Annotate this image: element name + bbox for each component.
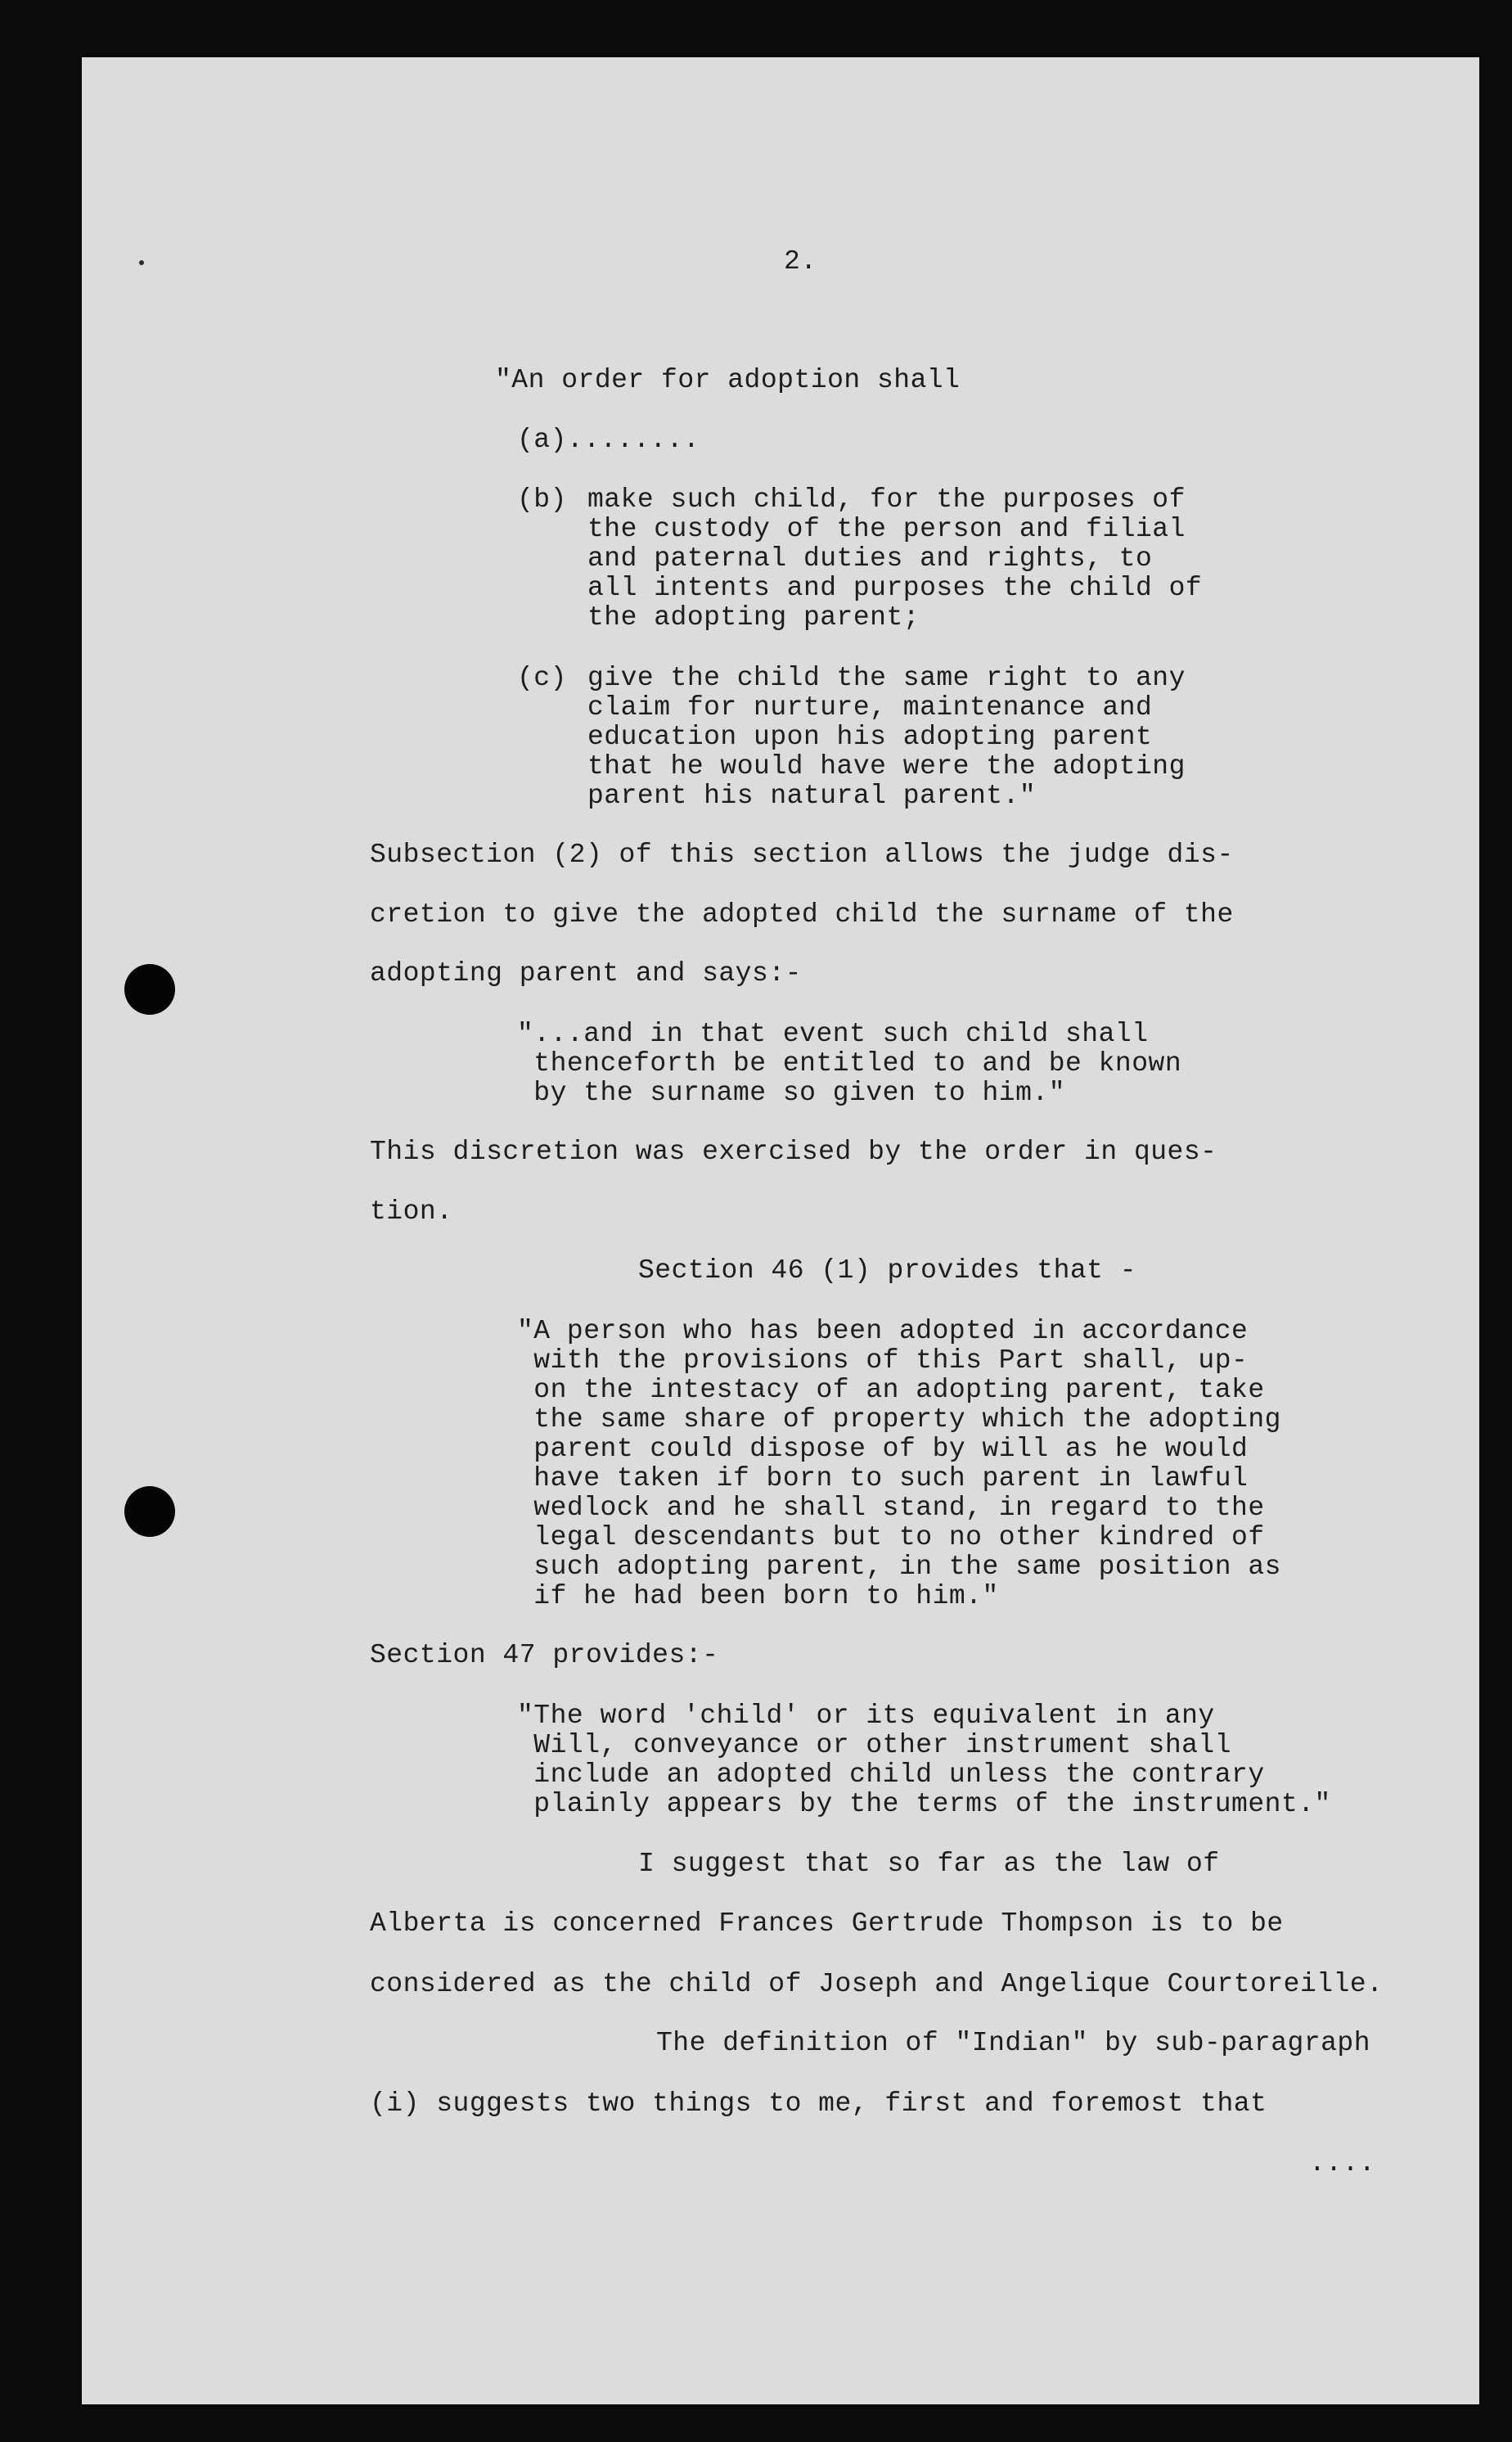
quote3-line: the same share of property which the adopting <box>517 1404 1281 1435</box>
paragraph-suggest-line: Alberta is concerned Frances Gertrude Thompson is to be <box>370 1908 1284 1939</box>
quote1-item-b-line: the custody of the person and filial <box>587 514 1186 544</box>
quote2-line: by the surname so given to him." <box>517 1078 1066 1108</box>
speck-mark <box>139 260 144 265</box>
paragraph-subsection-line: adopting parent and says:- <box>370 958 802 989</box>
quote1-item-c-line: claim for nurture, maintenance and <box>587 692 1153 723</box>
paragraph-definition-line: The definition of "Indian" by sub-paragraph <box>656 2028 1371 2058</box>
quote1-item-c-line: give the child the same right to any <box>587 663 1186 693</box>
paragraph-discretion-line: tion. <box>370 1196 453 1227</box>
quote1-item-b-line: make such child, for the purposes of <box>587 484 1186 515</box>
quote3-line: wedlock and he shall stand, in regard to the <box>517 1493 1265 1523</box>
quote3-line: if he had been born to him." <box>517 1581 999 1611</box>
quote1-item-c-line: education upon his adopting parent <box>587 722 1153 752</box>
quote1-item-b-line: all intents and purposes the child of <box>587 573 1203 603</box>
quote3-line: parent could dispose of by will as he would <box>517 1434 1249 1464</box>
quote3-line: "A person who has been adopted in accordance <box>517 1316 1249 1346</box>
paragraph-subsection-line: cretion to give the adopted child the surname of the <box>370 899 1234 930</box>
quote1-item-c-line: parent his natural parent." <box>587 781 1037 811</box>
quote2-line: "...and in that event such child shall <box>517 1019 1149 1049</box>
quote4-line: Will, conveyance or other instrument shall <box>517 1730 1232 1760</box>
document-page <box>82 57 1479 2404</box>
quote3-line: have taken if born to such parent in lawful <box>517 1463 1249 1494</box>
quote3-line: legal descendants but to no other kindred of <box>517 1522 1265 1552</box>
quote1-item-b-label: (b) <box>517 484 567 515</box>
quote1-item-c-line: that he would have were the adopting <box>587 751 1186 782</box>
paragraph-discretion-line: This discretion was exercised by the order in ques- <box>370 1137 1217 1167</box>
punch-hole-upper <box>124 964 175 1015</box>
quote1-intro: "An order for adoption shall <box>495 365 961 395</box>
paragraph-suggest-line: considered as the child of Joseph and Angelique Courtoreille. <box>370 1969 1384 1999</box>
quote1-item-a: (a)........ <box>517 425 700 455</box>
quote4-line: "The word 'child' or its equivalent in any <box>517 1701 1215 1731</box>
quote1-item-c-label: (c) <box>517 663 567 693</box>
quote1-item-b-line: and paternal duties and rights, to <box>587 543 1153 574</box>
quote3-line: on the intestacy of an adopting parent, take <box>517 1375 1265 1405</box>
paragraph-suggest-line: I suggest that so far as the law of <box>638 1849 1220 1879</box>
page-number: 2. <box>784 246 817 277</box>
quote4-line: plainly appears by the terms of the instrument." <box>517 1789 1331 1819</box>
continuation-marker: .... <box>1309 2148 1376 2178</box>
quote3-line: such adopting parent, in the same position as <box>517 1552 1281 1582</box>
section47-heading: Section 47 provides:- <box>370 1640 719 1670</box>
section46-heading: Section 46 (1) provides that - <box>638 1255 1137 1286</box>
quote3-line: with the provisions of this Part shall, up- <box>517 1345 1249 1376</box>
paragraph-definition-line: (i) suggests two things to me, first and foremost that <box>370 2088 1267 2119</box>
paragraph-subsection-line: Subsection (2) of this section allows the judge dis- <box>370 840 1234 870</box>
quote2-line: thenceforth be entitled to and be known <box>517 1048 1182 1079</box>
punch-hole-lower <box>124 1486 175 1537</box>
quote1-item-b-line: the adopting parent; <box>587 602 920 633</box>
quote4-line: include an adopted child unless the contrary <box>517 1759 1265 1790</box>
